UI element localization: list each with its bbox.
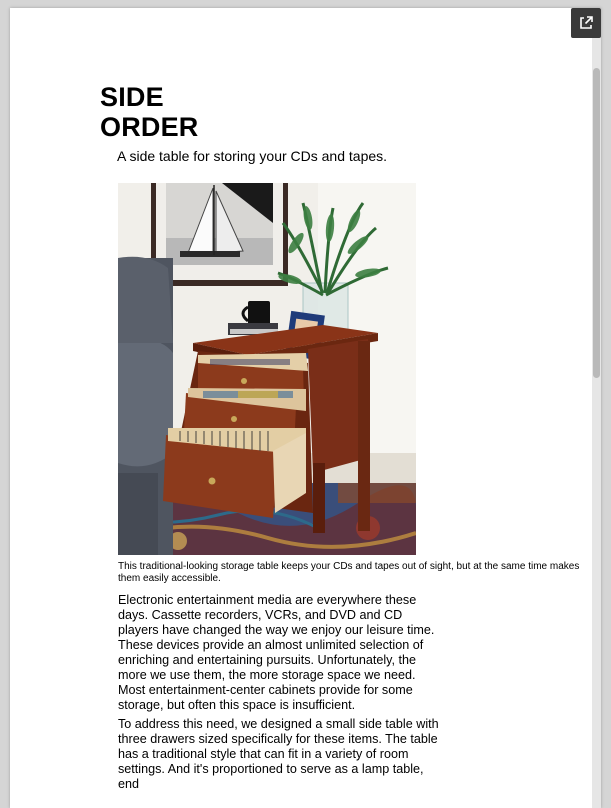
article-subtitle: A side table for storing your CDs and tapes. xyxy=(117,148,388,164)
popout-button[interactable] xyxy=(571,8,601,38)
title-line-2: ORDER xyxy=(100,112,199,142)
external-link-icon xyxy=(578,15,594,31)
side-table-photo xyxy=(118,183,416,555)
scrollbar[interactable] xyxy=(592,8,601,808)
article-title xyxy=(100,82,199,142)
title-line-1: SIDE xyxy=(100,82,164,112)
scrollbar-thumb[interactable] xyxy=(593,68,600,378)
body-paragraph-2: To address this need, we designed a small side table with three drawers sized specifically for these items. The table has a traditional style that can fit in a variety of room settings. And it's proportioned to serve as a lamp table, end xyxy=(118,717,439,791)
body-paragraph-1: Electronic entertainment media are everywhere these days. Cassette recorders, VCRs, and DVD and CD players have changed the way we enjoy our leisure time. These devices provide an almost unlimited selection of enriching and entertaining pursuits. Unfortunately, the more we use them, the more storage space we need. Most entertainment-center cabinets provide for some storage, but often this space is insufficient. xyxy=(118,593,435,712)
photo-caption: This traditional-looking storage table keeps your CDs and tapes out of sight, but at the same time makes them easily accessible. xyxy=(118,561,580,584)
